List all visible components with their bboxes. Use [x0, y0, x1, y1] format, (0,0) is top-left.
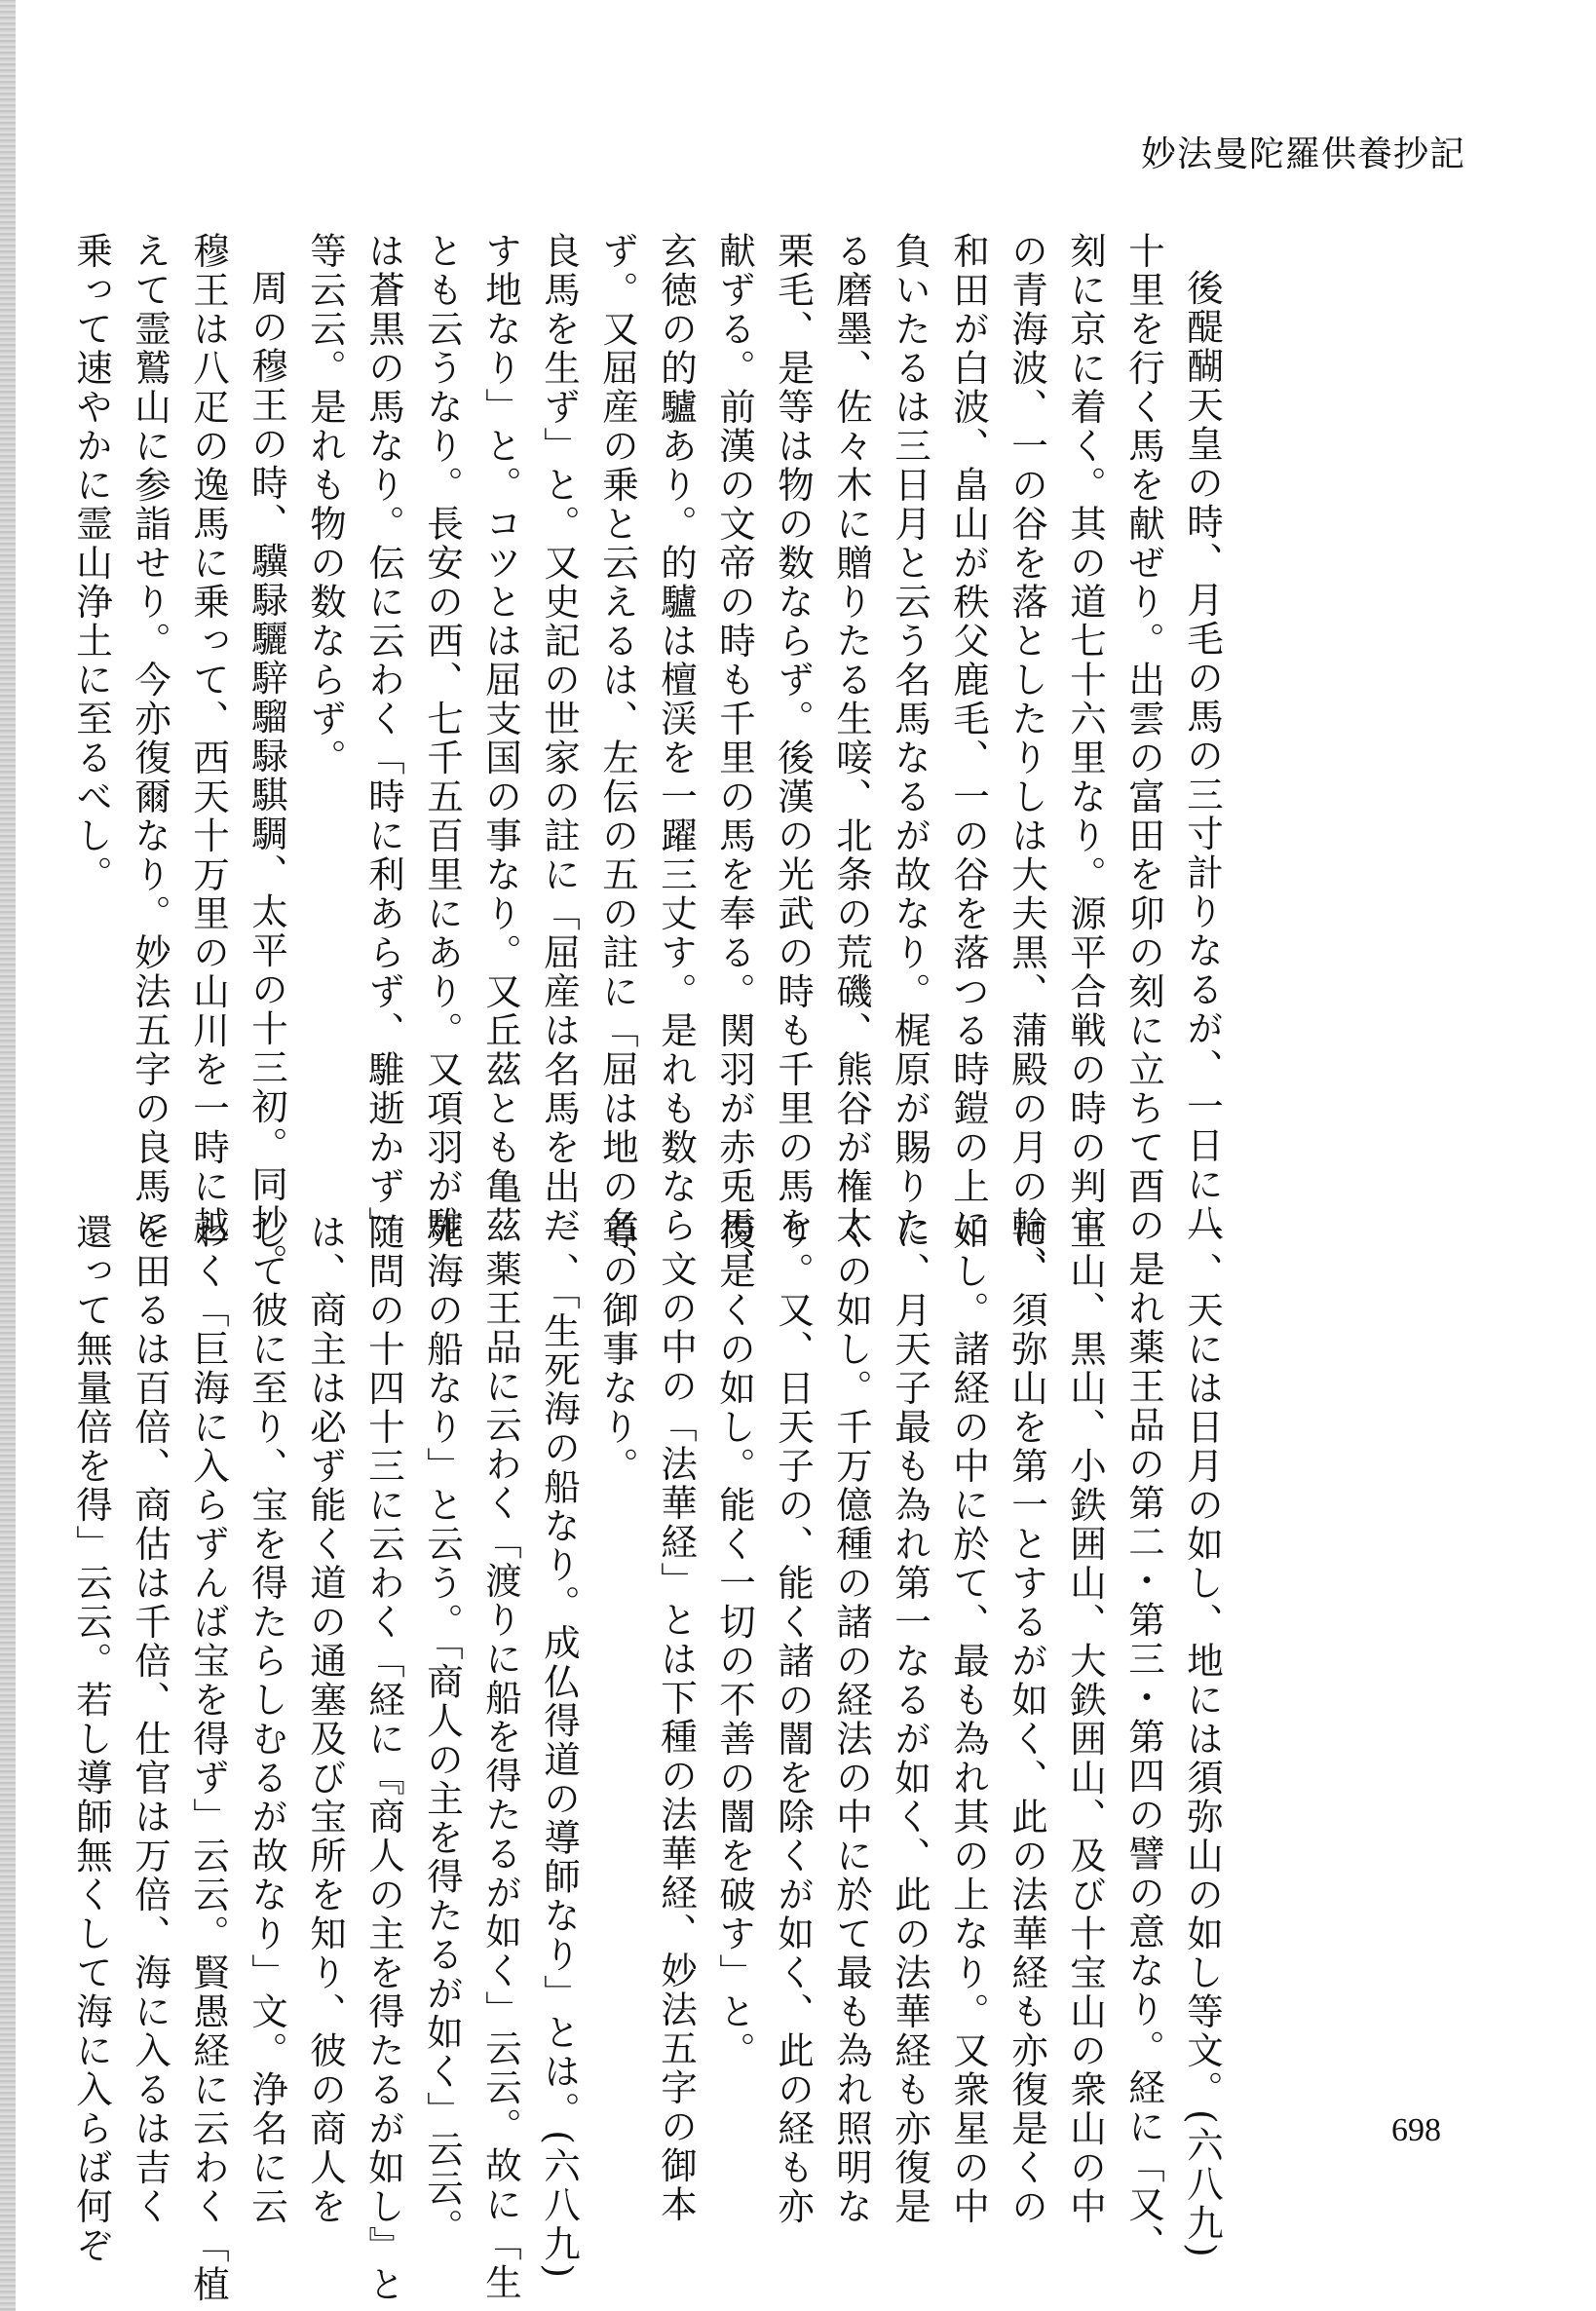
text-column: 良馬を生ず」と。又史記の世家の註に「屈産は名馬を出だ — [538, 232, 581, 1245]
text-column: くの如し。千万億種の諸の経法の中に於て最も為れ照明な — [830, 1213, 873, 2226]
text-column: は、商主は必ず能く道の通塞及び宝所を知り、彼の商人を — [304, 1213, 347, 2226]
text-column: 薬王品に云わく「渡りに船を得たるが如く」云云。故に「生 — [479, 1250, 522, 2302]
text-column: す地なり」と。コツとは屈支国の事なり。又丘茲とも亀茲 — [479, 232, 522, 1245]
text-column: 文の中の「法華経」とは下種の法華経、妙法五字の御本 — [655, 1250, 698, 2224]
text-column: る磨墨、佐々木に贈りたる生唼、北条の荒磯、熊谷が権太 — [830, 232, 873, 1245]
text-column: は蒼黒の馬なり。伝に云わく「時に利あらず、騅逝かず」 — [362, 232, 405, 1245]
text-column: 土山、黒山、小鉄囲山、大鉄囲山、及び十宝山の衆山の中 — [1064, 1213, 1107, 2226]
text-column: 負いたるは三日月と云う名馬なるが故なり。梶原が賜りた — [889, 232, 931, 1245]
text-column: 周の穆王の時、驥騄驪騂騮騄騏騆、太平の十三初。同抄。 — [246, 269, 288, 1282]
text-column: に、須弥山を第一とするが如く、此の法華経も亦復是くの — [1006, 1213, 1048, 2226]
text-column: 献ずる。前漢の文帝の時も千里の馬を奉る。関羽が赤兎馬、 — [713, 232, 756, 1284]
text-column: を田るは百倍、商估は千倍、仕官は万倍、海に入るは吉く — [129, 1213, 171, 2226]
text-column: 復是くの如し。能く一切の不善の闇を破す」と。 — [713, 1213, 756, 2070]
text-column: 玄徳の的驢あり。的驢は檀渓を一躍三丈す。是れも数なら — [655, 232, 698, 1245]
text-column: 乗って速やかに霊山浄土に至るべし。 — [70, 232, 113, 894]
bottom-text-block — [62, 1213, 1232, 2304]
text-column: 後醍醐天皇の時、月毛の馬の三寸計りなるが、一日に八 — [1181, 269, 1224, 1243]
text-column: 一、天には日月の如し、地には須弥山の如し等文。(六八九) — [1181, 1213, 1224, 2260]
page-number: 698 — [1391, 2112, 1441, 2148]
running-head: 妙法曼陀羅供養抄記 — [1140, 134, 1465, 174]
text-column: 一、「生死海の船なり。成仏得道の導師なり」とは。(六八九) — [538, 1213, 581, 2281]
text-column: 尊の御事なり。 — [596, 1213, 639, 1486]
text-column: 死海の船なり」と云う。「商人の主を得たるが如く」云云。 — [421, 1213, 464, 2248]
text-column: 栗毛、是等は物の数ならず。後漢の光武の時も千里の馬を — [772, 232, 815, 1245]
text-column: えて霊鷲山に参詣せり。今亦復爾なり。妙法五字の良馬に — [129, 232, 171, 1245]
text-column: に、月天子最も為れ第一なるが如く、此の法華経も亦復是 — [889, 1213, 931, 2226]
text-column: 十里を行く馬を献ぜり。出雲の富田を卯の刻に立ちて酉の — [1122, 232, 1165, 1245]
text-column: 随問の十四十三に云わく「経に『商人の主を得たるが如し』と — [362, 1213, 405, 2304]
top-text-block — [62, 232, 1232, 1284]
text-column: 是れ薬王品の第二・第三・第四の譬の意なり。経に「又、 — [1122, 1250, 1165, 2263]
scan-edge — [0, 0, 16, 2311]
text-column: 如し。諸経の中に於て、最も為れ其の上なり。又衆星の中 — [947, 1213, 990, 2226]
text-column: 刻に京に着く。其の道七十六里なり。源平合戦の時の判官 — [1064, 232, 1107, 1245]
text-column: り。又、日天子の、能く諸の闇を除くが如く、此の経も亦 — [772, 1213, 815, 2226]
text-column: 穆王は八疋の逸馬に乗って、西天十万里の山川を一時に越 — [187, 232, 230, 1245]
text-column: の青海波、一の谷を落としたりしは大夫黒、蒲殿の月の輪、 — [1006, 232, 1048, 1284]
text-column: とも云うなり。長安の西、七千五百里にあり。又項羽が騅 — [421, 232, 464, 1245]
text-column: 等云云。是れも物の数ならず。 — [304, 232, 347, 777]
text-column: 和田が白波、畠山が秩父鹿毛、一の谷を落つる時鎧の上に — [947, 232, 990, 1245]
text-column: わく「巨海に入らずんば宝を得ず」云云。賢愚経に云わく「植 — [187, 1213, 230, 2304]
text-column: して彼に至り、宝を得たらしむるが故なり」文。浄名に云 — [246, 1213, 288, 2226]
text-column: 還って無量倍を得」云云。若し導師無くして海に入らば何ぞ — [70, 1213, 113, 2265]
text-column: ず。又屈産の乗と云えるは、左伝の五の註に「屈は地の名、 — [596, 232, 639, 1284]
